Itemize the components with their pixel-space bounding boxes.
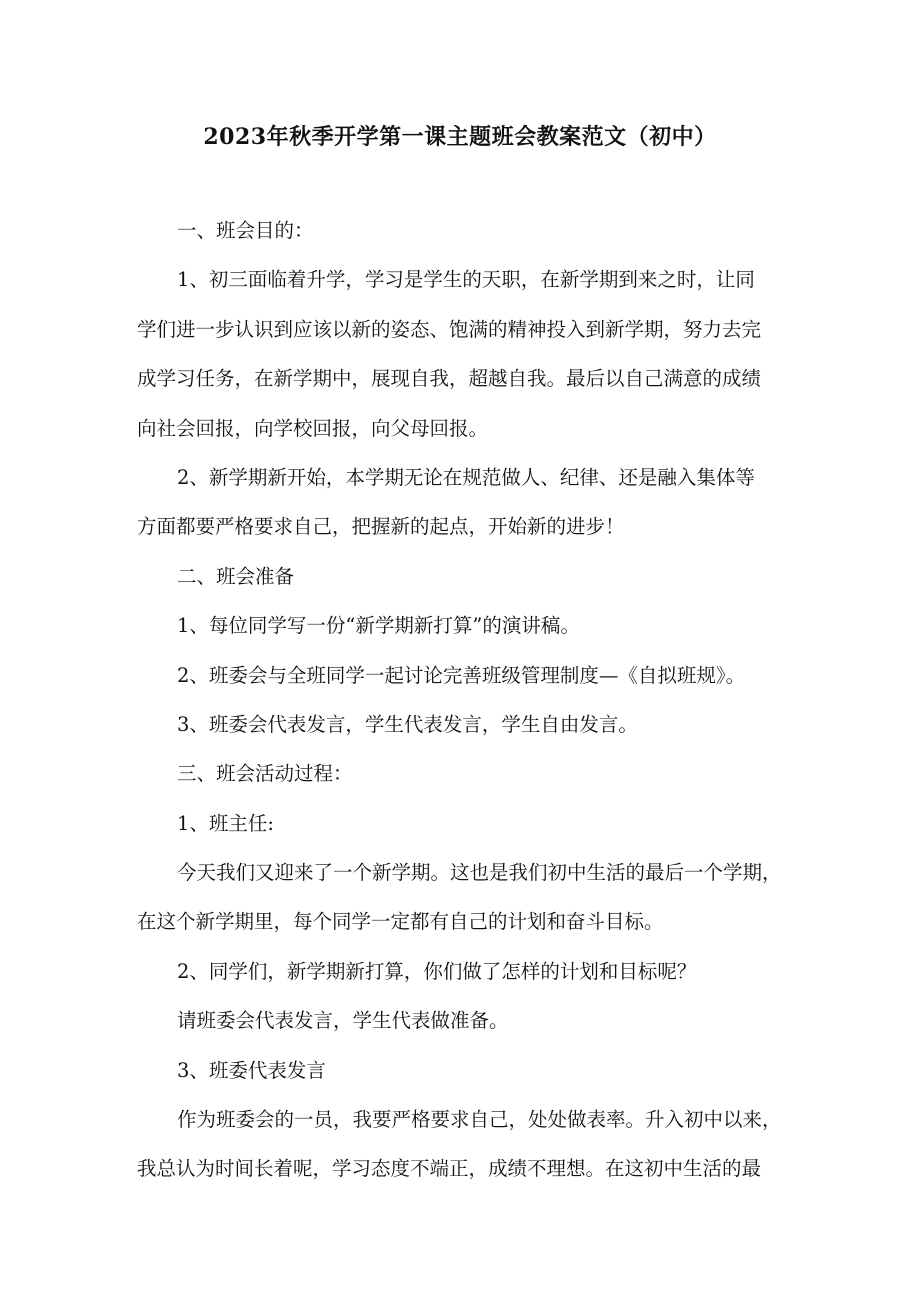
text-line: 向社会回报，向学校回报，向父母回报。 bbox=[137, 416, 489, 440]
document-title: 2023年秋季开学第一课主题班会教案范文（初中） bbox=[203, 124, 717, 150]
text-line: 请班委会代表发言，学生代表做准备。 bbox=[177, 1009, 509, 1033]
text-line: 学们进一步认识到应该以新的姿态、饱满的精神投入到新学期，努力去完 bbox=[137, 317, 762, 341]
text-line: 2、新学期新开始，本学期无论在规范做人、纪律、还是融入集体等 bbox=[177, 465, 755, 489]
text-line: 3、班委代表发言 bbox=[177, 1058, 326, 1082]
text-line: 成学习任务，在新学期中，展现自我，超越自我。最后以自己满意的成绩 bbox=[137, 367, 762, 391]
text-line: 在这个新学期里，每个同学一定都有自己的计划和奋斗目标。 bbox=[137, 910, 664, 934]
text-line: 1、每位同学写一份“新学期新打算”的演讲稿。 bbox=[177, 614, 580, 638]
text-line: 一、班会目的： bbox=[177, 219, 314, 242]
text-line: 二、班会准备 bbox=[177, 564, 295, 588]
text-line: 3、班委会代表发言，学生代表发言，学生自由发言。 bbox=[177, 712, 638, 736]
text-line: 三、班会活动过程： bbox=[177, 762, 353, 786]
text-line: 作为班委会的一员，我要严格要求自己，处处做表率。升入初中以来， bbox=[177, 1108, 782, 1132]
text-line: 2、同学们，新学期新打算，你们做了怎样的计划和目标呢？ bbox=[177, 959, 697, 983]
document-body bbox=[137, 206, 787, 1194]
text-line: 方面都要严格要求自己，把握新的起点，开始新的进步！ bbox=[137, 515, 625, 539]
text-line: 1、班主任: bbox=[177, 811, 274, 835]
text-line: 2、班委会与全班同学一起讨论完善班级管理制度—《自拟班规》。 bbox=[177, 663, 746, 687]
text-line: 1、初三面临着升学，学习是学生的天职，在新学期到来之时，让同 bbox=[177, 268, 755, 292]
text-line: 我总认为时间长着呢，学习态度不端正，成绩不理想。在这初中生活的最 bbox=[137, 1157, 762, 1181]
text-line: 今天我们又迎来了一个新学期。这也是我们初中生活的最后一个学期， bbox=[177, 861, 782, 885]
